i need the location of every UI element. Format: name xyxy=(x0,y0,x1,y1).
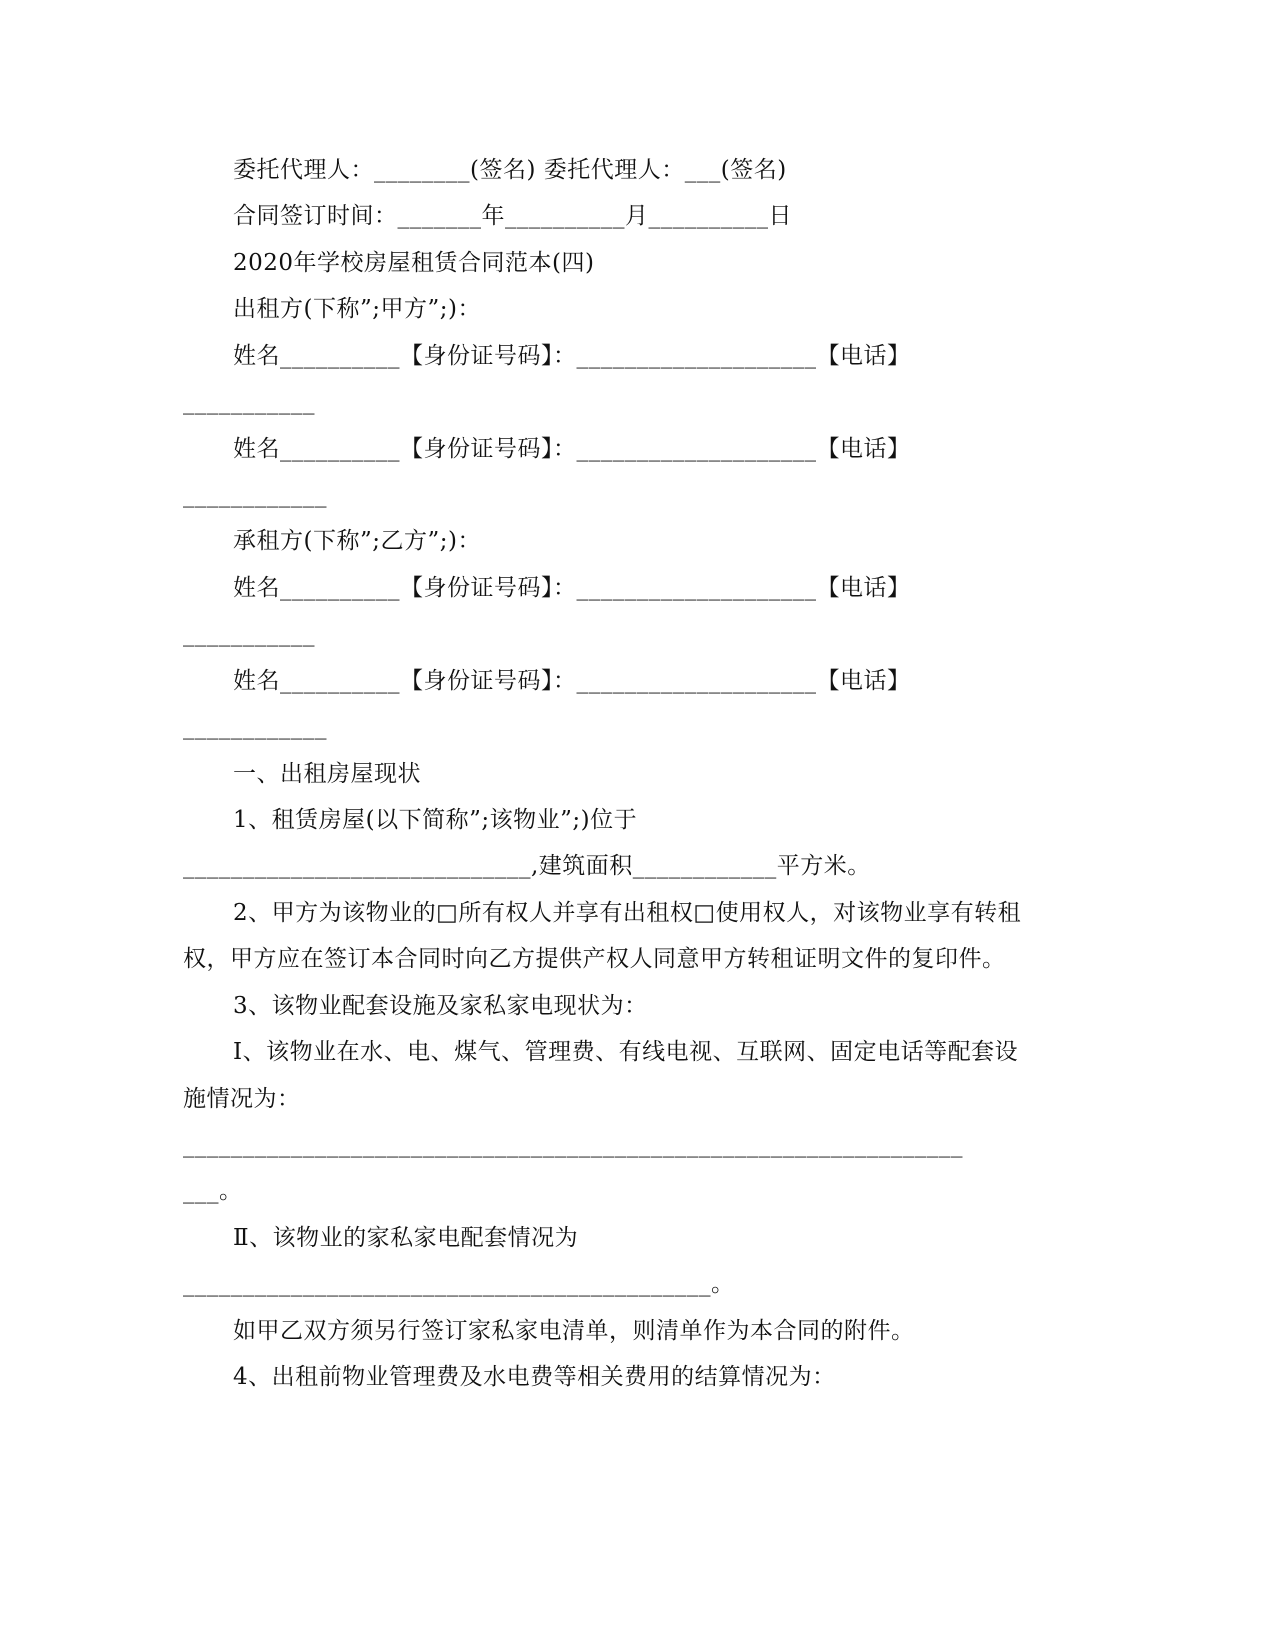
lessor-1-info-line: 姓名__________【身份证号码】：____________________【电话】 xyxy=(233,343,911,369)
agent-signature-line: 委托代理人：________(签名) 委托代理人：___(签名) xyxy=(233,157,787,183)
clause-4-text: 4、出租前物业管理费及水电费等相关费用的结算情况为： xyxy=(233,1364,836,1390)
clause-2-text: 2、甲方为该物业的□所有权人并享有出租权□使用权人，对该物业享有转租 xyxy=(233,900,1022,926)
lessee-1-phone-blank: ___________ xyxy=(183,621,315,647)
lessor-1-phone-blank: ___________ xyxy=(183,389,315,415)
contract-title: 2020年学校房屋租赁合同范本(四) xyxy=(233,250,595,276)
clause-1-text: 1、租赁房屋(以下简称”;该物业”;)位于 xyxy=(233,807,638,833)
lessee-1-info-line: 姓名__________【身份证号码】：____________________【电话】 xyxy=(233,575,911,601)
clause-3-item-1: Ⅰ、该物业在水、电、煤气、管理费、有线电视、互联网、固定电话等配套设 xyxy=(233,1039,1019,1065)
lessee-heading: 承租方(下称”;乙方”;)： xyxy=(233,528,481,554)
lessee-2-phone-blank: ____________ xyxy=(183,714,327,740)
furniture-list-note: 如甲乙双方须另行签订家私家电清单，则清单作为本合同的附件。 xyxy=(233,1318,915,1344)
signing-date-line: 合同签订时间：_______年__________月__________日 xyxy=(233,203,792,229)
section-1-heading: 一、出租房屋现状 xyxy=(233,761,421,787)
lessor-heading: 出租方(下称”;甲方”;)： xyxy=(233,296,481,322)
lessor-2-phone-blank: ____________ xyxy=(183,482,327,508)
clause-3-item-2-blank: ____________________________________________。 xyxy=(183,1271,735,1297)
clause-3-item-2: Ⅱ、该物业的家私家电配套情况为 xyxy=(233,1225,579,1251)
clause-3-text: 3、该物业配套设施及家私家电现状为： xyxy=(233,993,648,1019)
clause-3-item-1-blank: _________________________________________________________________ xyxy=(183,1132,963,1158)
lessor-2-info-line: 姓名__________【身份证号码】：____________________【电话】 xyxy=(233,436,911,462)
clause-3-item-1-cont: 施情况为： xyxy=(183,1086,301,1112)
lessee-2-info-line: 姓名__________【身份证号码】：____________________【电话】 xyxy=(233,668,911,694)
clause-3-item-1-blank-end: ___。 xyxy=(183,1178,243,1204)
clause-1-area-line: _____________________________,建筑面积____________平方米。 xyxy=(183,853,871,879)
clause-2-text-cont: 权，甲方应在签订本合同时向乙方提供产权人同意甲方转租证明文件的复印件。 xyxy=(183,946,1006,972)
